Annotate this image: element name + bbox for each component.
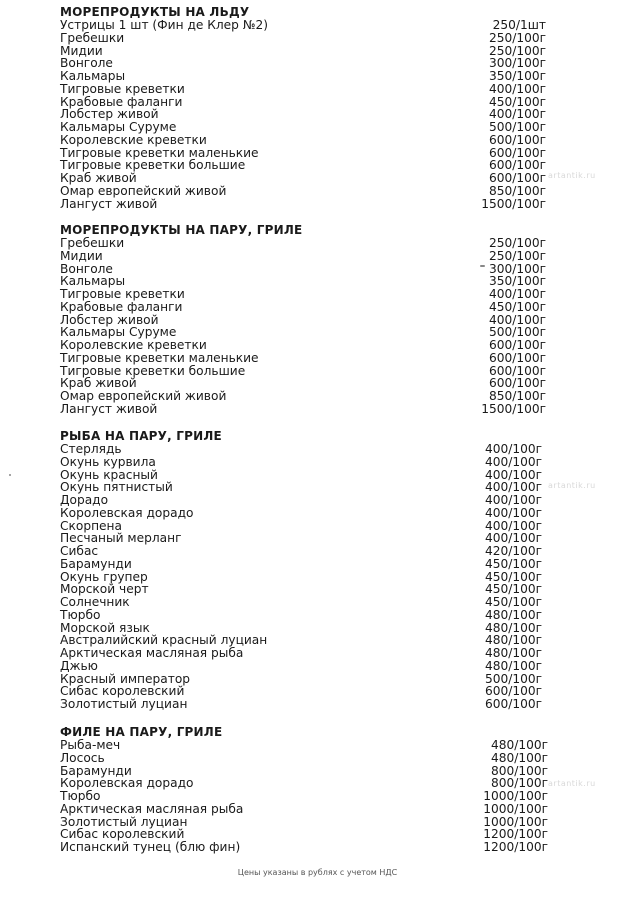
menu-item-price: 600/100г [488, 171, 546, 185]
menu-item-name: Морской черт [60, 582, 149, 597]
menu-item-row [0, 403, 635, 416]
menu-item-name: Тигровые креветки маленькие [60, 145, 259, 160]
menu-item-row [0, 32, 635, 45]
menu-item-name: Мидии [60, 248, 103, 263]
menu-item-name: Окунь красный [60, 467, 158, 482]
menu-item-row [0, 198, 635, 211]
menu-item-price: 480/100г [484, 633, 542, 648]
menu-item-name: Вонголе [60, 56, 113, 71]
scan-speck [9, 474, 11, 476]
menu-item-row [0, 660, 635, 673]
menu-item-price: 250/100г [488, 43, 546, 58]
menu-item-name: Солнечник [60, 595, 130, 609]
menu-item-name: Тюрбо [60, 607, 101, 622]
menu-item-name: Сибас королевский [60, 684, 185, 699]
menu-item-name: Королевские креветки [60, 132, 207, 147]
menu-item-name: Окунь групер [60, 569, 148, 584]
menu-item-price: 600/100г [488, 350, 546, 365]
menu-item-name: Кальмары [60, 274, 126, 289]
menu-item-price: 450/100г [488, 94, 546, 109]
menu-item-price: 480/100г [484, 658, 542, 673]
menu-item-price: 800/100г [490, 763, 548, 778]
menu-item-row [0, 841, 635, 854]
menu-item-name: Мидии [60, 43, 103, 58]
menu-item-price: 600/100г [484, 684, 542, 699]
menu-item-name: Тигровые креветки маленькие [60, 350, 259, 365]
menu-item-price: 400/100г [484, 454, 542, 469]
menu-item-name: Арктическая масляная рыба [60, 801, 244, 816]
menu-item-name: Тюрбо [60, 789, 101, 803]
menu-item-name: Лангуст живой [60, 401, 158, 416]
menu-item-price: 400/100г [484, 467, 542, 482]
menu-item-price: 480/100г [490, 750, 548, 765]
menu-item-name: Лосось [60, 750, 105, 765]
menu-item-price: 600/100г [488, 158, 546, 173]
menu-item-price: 450/100г [488, 299, 546, 314]
menu-item-name: Крабовые фаланги [60, 299, 183, 314]
section-title: ФИЛЕ НА ПАРУ, ГРИЛЕ [60, 725, 223, 739]
menu-item-row [0, 609, 635, 622]
menu-item-name: Красный император [60, 671, 191, 686]
section-title: МОРЕПРОДУКТЫ НА ПАРУ, ГРИЛЕ [60, 223, 303, 237]
menu-item-name: Лангуст живой [60, 196, 158, 211]
menu-item-price: 1500/100г [481, 401, 546, 416]
menu-item-price: 400/100г [488, 287, 546, 301]
menu-item-price: 850/100г [488, 389, 546, 403]
menu-item-name: Тигровые креветки большие [60, 363, 246, 378]
menu-item-name: Лобстер живой [60, 312, 159, 327]
footer-note: Цены указаны в рублях с учетом НДС [237, 868, 398, 877]
menu-item-price: 600/100г [488, 132, 546, 147]
menu-item-name: Тигровые креветки [60, 81, 185, 96]
menu-item-name: Тигровые креветки большие [60, 158, 246, 173]
menu-item-row [0, 456, 635, 469]
menu-item-row [0, 507, 635, 520]
section-title: МОРЕПРОДУКТЫ НА ЛЬДУ [60, 5, 250, 19]
menu-item-price: 1500/100г [481, 196, 546, 211]
menu-item-name: Краб живой [60, 376, 137, 391]
menu-item-price: 480/100г [484, 646, 542, 660]
menu-item-price: 600/100г [488, 376, 546, 391]
menu-item-row [0, 752, 635, 765]
menu-item-name: Арктическая масляная рыба [60, 646, 244, 660]
menu-item-name: Лобстер живой [60, 107, 159, 122]
menu-item-price: 300/100г [488, 261, 546, 276]
menu-item-row [0, 352, 635, 365]
menu-item-price: 400/100г [488, 107, 546, 122]
menu-item-name: Золотистый луциан [60, 814, 188, 829]
menu-item-name: Сибас королевский [60, 827, 185, 842]
menu-item-name: Тигровые креветки [60, 287, 185, 301]
menu-item-name: Кальмары Суруме [60, 120, 177, 134]
menu-item-price: 250/100г [488, 248, 546, 263]
watermark-text: artantik.ru [548, 171, 596, 180]
scan-speck [480, 265, 485, 267]
menu-item-price: 850/100г [488, 183, 546, 198]
menu-item-row [0, 134, 635, 147]
menu-item-name: Стерлядь [60, 442, 122, 456]
menu-item-name: Дорадо [60, 493, 109, 507]
menu-item-price: 400/100г [484, 531, 542, 546]
menu-item-name: Королевские креветки [60, 338, 207, 352]
menu-item-name: Королевская дорадо [60, 776, 194, 791]
menu-item-name: Окунь пятнистый [60, 480, 173, 495]
menu-item-name: Скорпена [60, 518, 122, 533]
menu-item-price: 480/100г [490, 738, 548, 752]
menu-item-price: 420/100г [484, 544, 542, 558]
watermark-text: artantik.ru [548, 779, 596, 788]
menu-item-name: Рыба-меч [60, 738, 121, 752]
menu-item-row [0, 558, 635, 571]
menu-item-price: 400/100г [488, 81, 546, 96]
menu-item-name: Барамунди [60, 763, 132, 778]
menu-item-price: 400/100г [484, 505, 542, 520]
menu-item-price: 400/100г [488, 312, 546, 327]
menu-item-name: Устрицы 1 шт (Фин де Клер №2) [60, 18, 268, 32]
menu-item-price: 800/100г [490, 776, 548, 791]
menu-item-name: Королевская дорадо [60, 505, 194, 520]
menu-item-name: Крабовые фаланги [60, 94, 183, 109]
menu-item-name: Австралийский красный луциан [60, 633, 268, 648]
menu-item-row [0, 301, 635, 314]
menu-item-name: Песчаный мерланг [60, 531, 182, 546]
menu-item-price: 450/100г [484, 556, 542, 571]
menu-item-price: 500/100г [484, 671, 542, 686]
section-title: РЫБА НА ПАРУ, ГРИЛЕ [60, 429, 222, 443]
menu-item-row [0, 185, 635, 198]
menu-item-price: 1200/100г [483, 827, 548, 842]
menu-item-price: 1000/100г [483, 789, 548, 803]
menu-item-name: Кальмары Суруме [60, 325, 177, 340]
menu-item-price: 500/100г [488, 120, 546, 134]
menu-item-price: 250/100г [488, 236, 546, 250]
menu-item-price: 600/100г [488, 338, 546, 352]
menu-item-price: 600/100г [488, 363, 546, 378]
menu-item-price: 300/100г [488, 56, 546, 71]
menu-item-name: Барамунди [60, 556, 132, 571]
menu-item-row [0, 803, 635, 816]
menu-item-name: Гребешки [60, 236, 125, 250]
menu-item-price: 1000/100г [483, 814, 548, 829]
menu-item-price: 400/100г [484, 442, 542, 456]
menu-item-row [0, 83, 635, 96]
menu-item-price: 400/100г [484, 480, 542, 495]
menu-item-price: 1200/100г [483, 840, 548, 854]
menu-item-price: 250/100г [488, 30, 546, 45]
menu-item-name: Кальмары [60, 69, 126, 83]
menu-item-name: Вонголе [60, 261, 113, 276]
menu-item-price: 350/100г [488, 274, 546, 289]
menu-item-price: 450/100г [484, 595, 542, 609]
menu-item-name: Омар европейский живой [60, 183, 227, 198]
menu-item-name: Омар европейский живой [60, 389, 227, 403]
menu-item-price: 400/100г [484, 493, 542, 507]
menu-item-name: Краб живой [60, 171, 137, 185]
menu-item-price: 600/100г [488, 145, 546, 160]
menu-item-price: 450/100г [484, 582, 542, 597]
menu-item-price: 400/100г [484, 518, 542, 533]
menu-item-price: 450/100г [484, 569, 542, 584]
menu-item-name: Окунь курвила [60, 454, 156, 469]
menu-item-price: 600/100г [484, 697, 542, 711]
menu-item-name: Джью [60, 658, 98, 673]
menu-item-name: Золотистый луциан [60, 697, 188, 711]
menu-item-price: 480/100г [484, 620, 542, 635]
menu-item-name: Гребешки [60, 30, 125, 45]
menu-item-row [0, 698, 635, 711]
menu-item-price: 350/100г [488, 69, 546, 83]
menu-item-row [0, 250, 635, 263]
menu-item-price: 1000/100г [483, 801, 548, 816]
menu-item-name: Сибас [60, 544, 99, 558]
menu-item-name: Испанский тунец (блю фин) [60, 840, 241, 854]
menu-item-price: 480/100г [484, 607, 542, 622]
menu-item-price: 250/1шт [492, 18, 546, 32]
watermark-text: artantik.ru [548, 481, 596, 490]
menu-item-price: 500/100г [488, 325, 546, 340]
menu-item-name: Морской язык [60, 620, 150, 635]
